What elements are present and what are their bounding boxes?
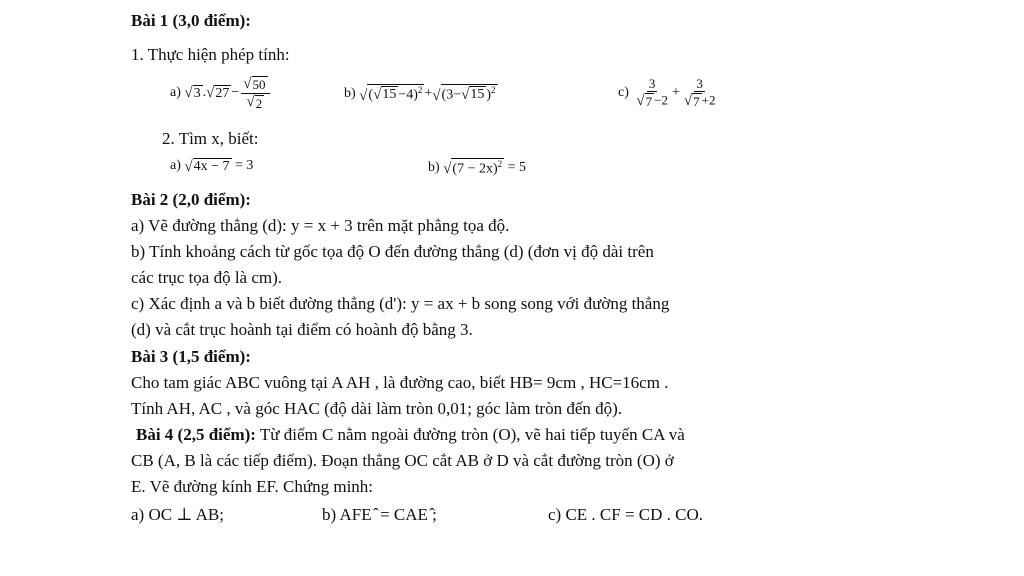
bai-2-line-5: (d) và cắt trục hoành tại điểm có hoành độ bằng 3.	[131, 320, 473, 339]
minus-sign: −	[231, 85, 240, 100]
expr-c-label: c)	[618, 85, 629, 100]
fraction-sqrt50-sqrt2: √ 50 √ 2	[241, 76, 269, 110]
sqrt-27: √ 27	[206, 85, 230, 102]
bai-2-line-3: các trục tọa độ là cm).	[131, 268, 283, 287]
bai-2-title: Bài 2 (2,0 điểm):	[131, 190, 251, 209]
bai-2-line-4: c) Xác định a và b biết đường thẳng (d'): y = ax + b song song với đường thẳng	[131, 294, 670, 313]
bai-1-part-2: 2. Tìm x, biết:	[162, 129, 259, 148]
bai-4-item-c: c) CE . CF = CD . CO.	[548, 505, 704, 524]
bai-1-title: Bài 1 (3,0 điểm):	[131, 11, 251, 30]
sqrt-4x-7: √ 4x − 7	[184, 158, 230, 175]
expr-b-label: b)	[344, 86, 356, 101]
expr-a-label: a)	[170, 85, 181, 100]
bai-1-eq-a: a) √ 4x − 7 = 3	[170, 158, 254, 175]
fraction-1: 3 √ 7 −2	[636, 76, 668, 110]
fraction-2: 3 √ 7 +2	[683, 76, 716, 110]
sqrt-outer-2: √ (3− √ 15 )$^2$	[432, 85, 496, 104]
bai-4-line-3: E. Vẽ đường kính EF. Chứng minh:	[131, 477, 374, 496]
bai-4-line-2: CB (A, B là các tiếp điểm). Đoạn thẳng OC cắt AB ở D và cắt đường tròn (O) ở	[131, 451, 674, 470]
bai-3-line-1: Cho tam giác ABC vuông tại A AH , là đường cao, biết HB= 9cm , HC=16cm .	[131, 373, 669, 392]
bai-4-title: Bài 4 (2,5 điểm):	[136, 425, 256, 444]
bai-1-part-1: 1. Thực hiện phép tính:	[131, 45, 290, 64]
bai-1-expr-b: b) √ ( √ 15 −4)$^2$ + √ (3− √ 15 )$^2$	[344, 85, 496, 104]
bai-4-line-1: Bài 4 (2,5 điểm): Từ điểm C nằm ngoài đường tròn (O), vẽ hai tiếp tuyến CA và	[136, 425, 685, 444]
bai-1-expr-c: c) 3 √ 7 −2 + 3 √ 7 +2	[618, 76, 716, 110]
bai-2-line-2: b) Tính khoảng cách từ gốc tọa độ O đến đường thẳng (d) (đơn vị độ dài trên	[131, 242, 654, 261]
bai-1-eq-b: b) √ $(7 - 2x)^2$ = 5	[428, 159, 527, 178]
bai-3-line-2: Tính AH, AC , và góc HAC (độ dài làm tròn 0,01; góc làm tròn đến độ).	[131, 399, 623, 418]
sqrt-3: √ 3	[184, 85, 201, 102]
sqrt-outer-1: √ ( √ 15 −4)$^2$	[359, 85, 423, 104]
sqrt-7-2x-squared: √ $(7 - 2x)^2$	[443, 159, 503, 178]
bai-4-item-a: a) OC ⊥ AB;	[131, 505, 224, 524]
bai-1-expr-a: a) √ 3 . √ 27 − √ 50 √ 2	[170, 74, 272, 112]
bai-3-title: Bài 3 (1,5 điểm):	[131, 347, 251, 366]
bai-2-line-1: a) Vẽ đường thẳng (d): y = x + 3 trên mặt phẳng tọa độ.	[131, 216, 510, 235]
bai-4-item-b: b) AFE ̂ = CAE ̂;	[322, 505, 437, 524]
